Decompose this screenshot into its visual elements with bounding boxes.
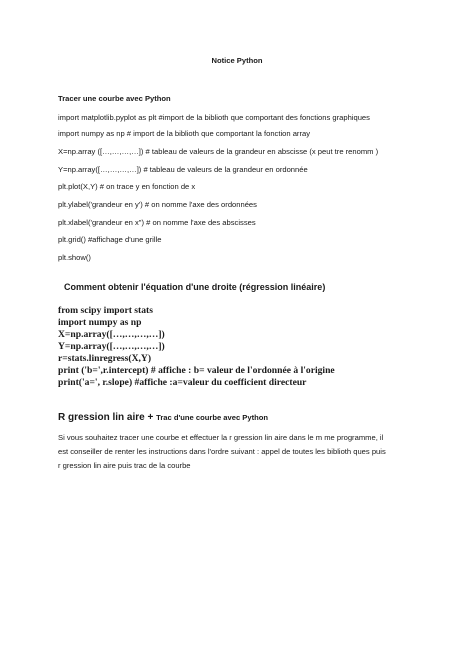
code-line: Y=np.array([…,…,…,…]) [58,341,165,352]
code-line: r=stats.linregress(X,Y) [58,353,152,364]
code-line: X=np.array ([…,…,…,…]) # tableau de valeurs de la grandeur en abscisse (x peut tre renomm ) [58,147,379,156]
paragraph-line: Si vous souhaitez tracer une courbe et effectuer la r gression lin aire dans le m me programme, il [58,433,384,442]
section-heading-sub: Trac d'une courbe avec Python [156,413,269,422]
code-line: plt.plot(X,Y) # on trace y en fonction de x [58,182,196,191]
code-line: plt.show() [58,253,91,262]
section-heading-combined [58,412,268,424]
code-line: import numpy as np # import de la biblioth que comportant la fonction array [58,129,310,138]
paragraph-line: r gression lin aire puis trac de la courbe [58,461,191,470]
code-line: print('a=', r.slope) #affiche :a=valeur du coefficient directeur [58,377,307,388]
code-line: print ('b=',r.intercept) # affiche : b= valeur de l'ordonnée à l'origine [58,365,335,376]
code-line: plt.xlabel('grandeur en x") # on nomme l'axe des abscisses [58,218,256,227]
code-line: import matplotlib.pyplot as plt #import de la biblioth que comportant des fonctions graphiques [58,113,370,122]
paragraph-line: est conseiller de renter les instructions dans l'ordre suivant : appel de toutes les biblioth ques puis [58,447,386,456]
code-line: Y=np.array([…,…,…,…]) # tableau de valeurs de la grandeur en ordonnée [58,165,308,174]
section-heading-plot: Tracer une courbe avec Python [58,94,171,103]
code-line: X=np.array([…,…,…,…]) [58,329,165,340]
code-line: import numpy as np [58,317,142,328]
section-heading-regression: Comment obtenir l'équation d'une droite (régression linéaire) [64,282,326,292]
section-heading-main: R gression lin aire + [58,412,157,423]
code-line: from scipy import stats [58,305,153,316]
code-line: plt.ylabel('grandeur en y') # on nomme l'axe des ordonnées [58,200,257,209]
code-line: plt.grid() #affichage d'une grille [58,235,162,244]
page-title: Notice Python [211,56,263,65]
